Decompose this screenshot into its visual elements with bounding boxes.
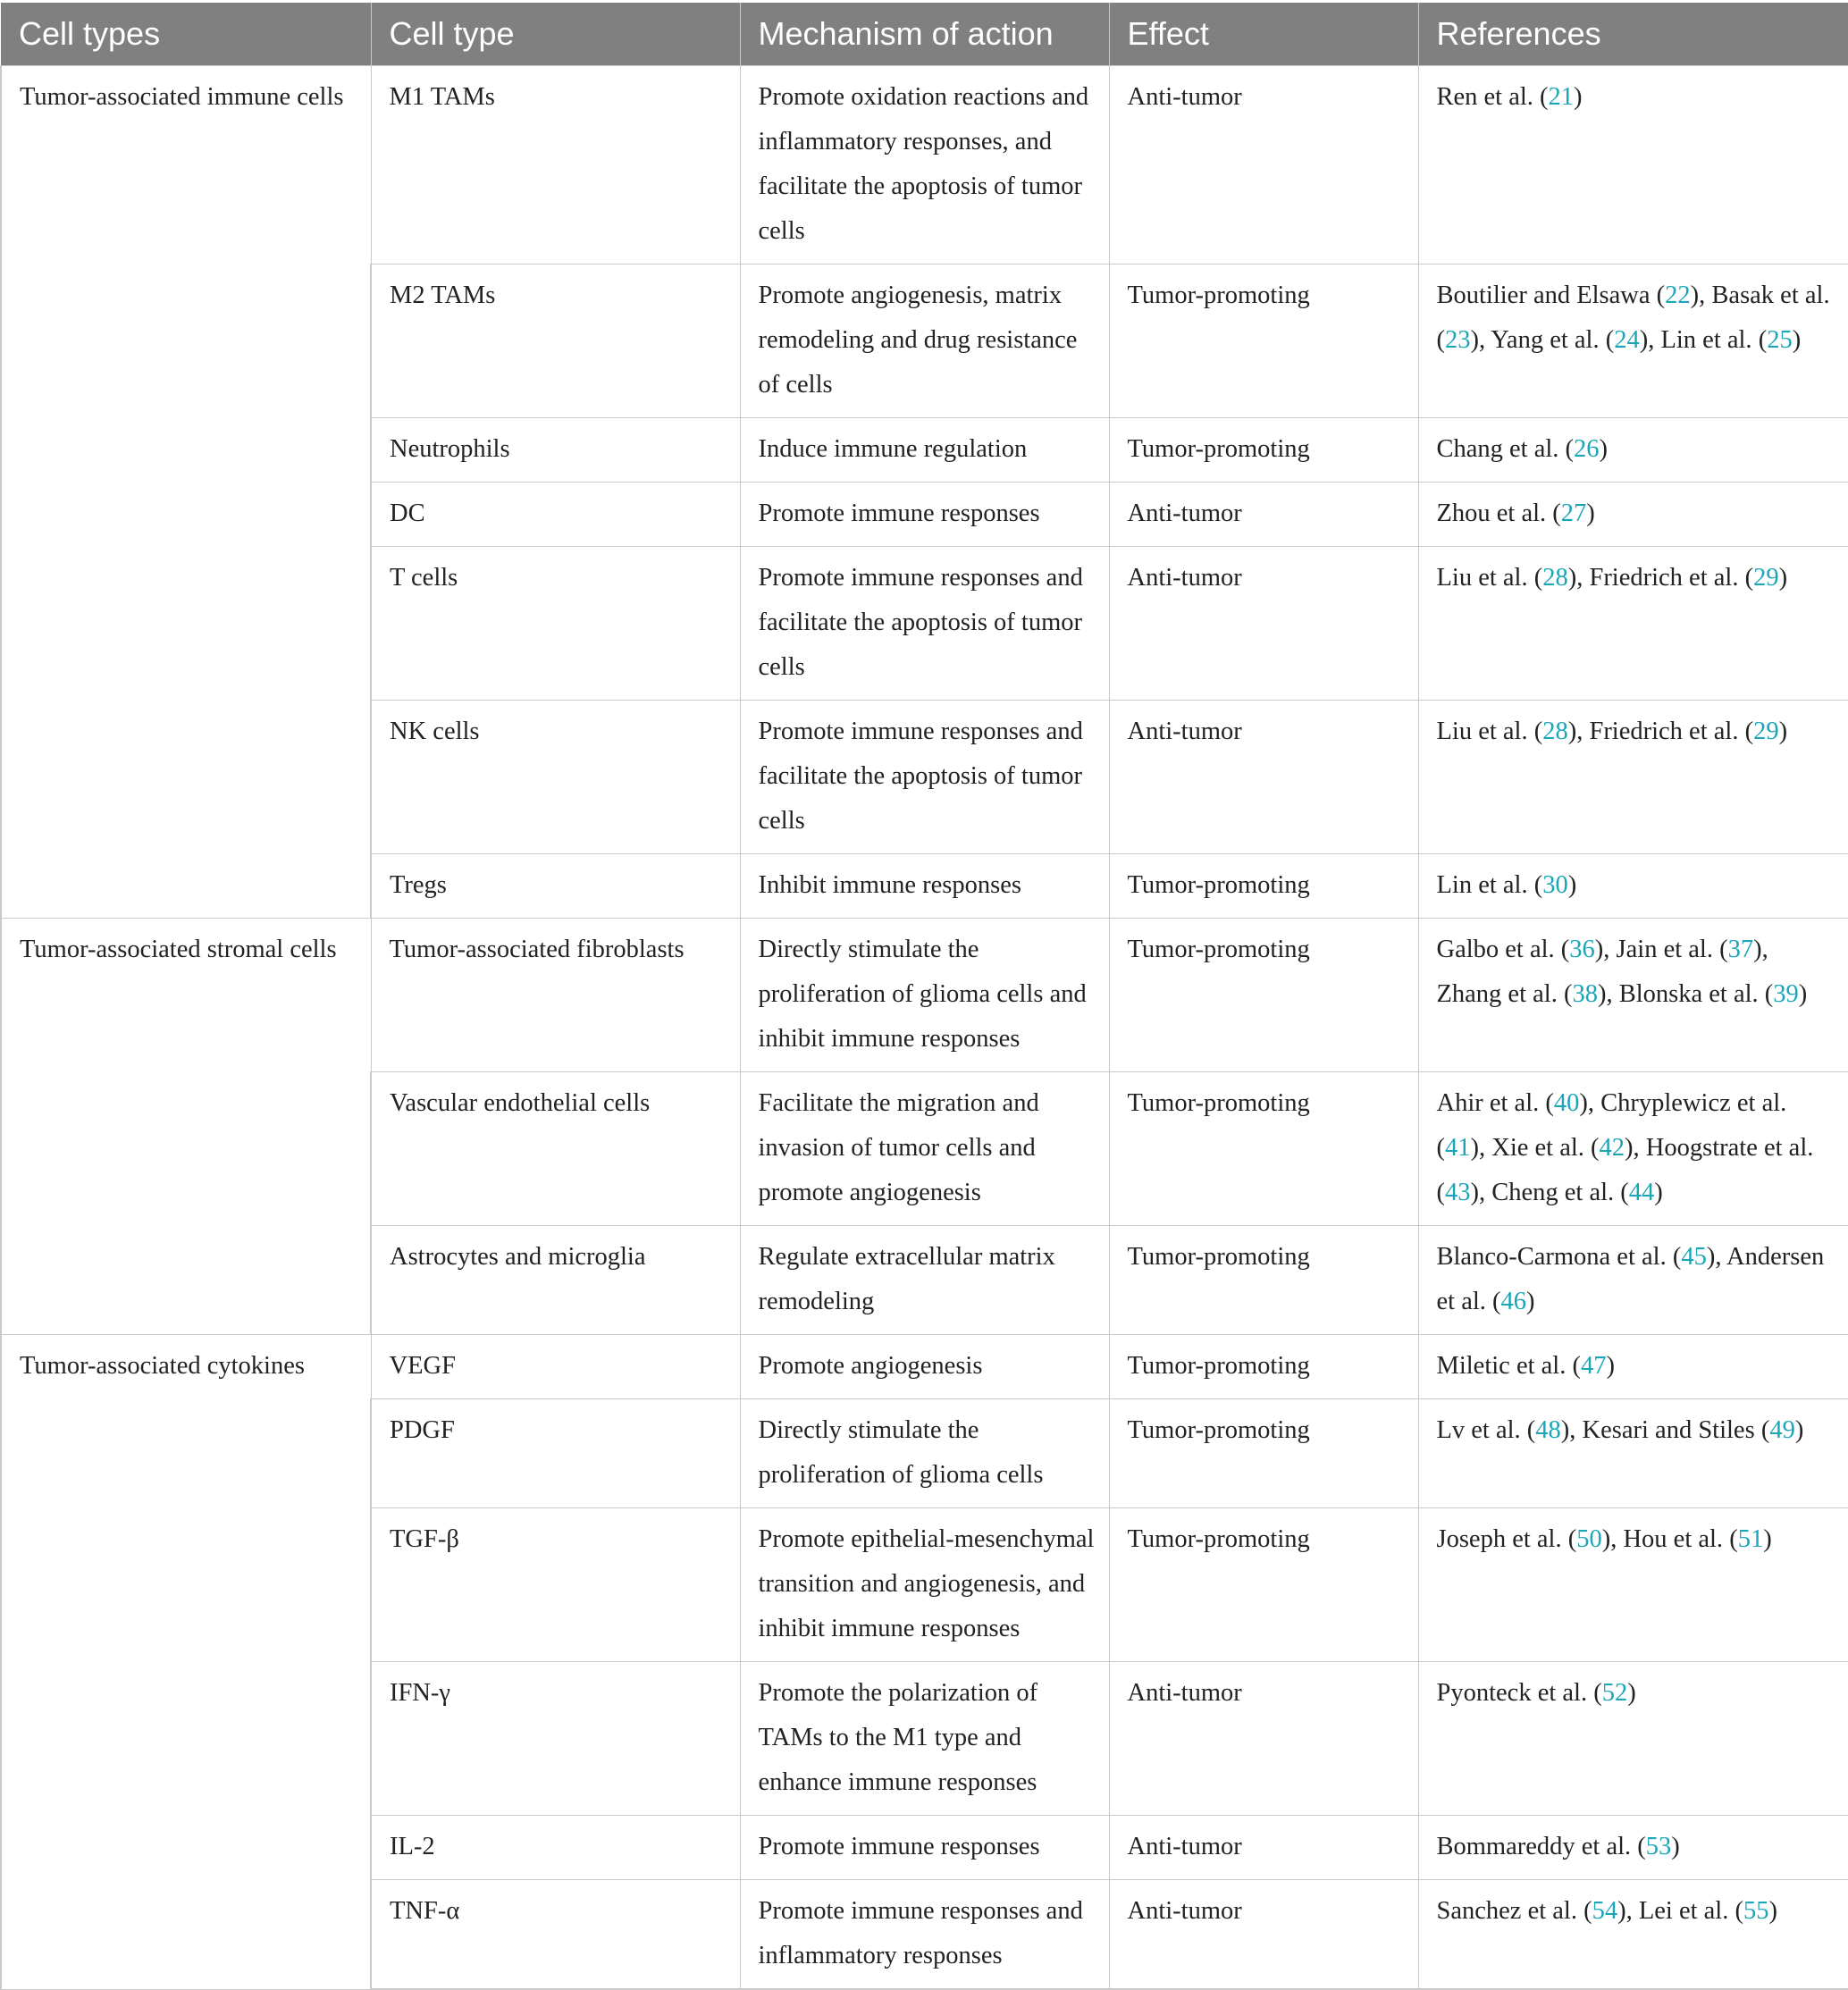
cell-type-cell: Neutrophils — [371, 418, 740, 483]
references-cell: Boutilier and Elsawa (22), Basak et al. (23), Yang et al. (24), Lin et al. (25) — [1418, 264, 1848, 418]
cell-type-cell: Tregs — [371, 854, 740, 919]
mechanism-cell: Promote epithelial-mesenchymal transition and angiogenesis, and inhibit immune responses — [740, 1508, 1109, 1662]
mechanism-cell: Regulate extracellular matrix remodeling — [740, 1226, 1109, 1335]
effect-cell: Tumor-promoting — [1109, 1399, 1418, 1508]
reference-author: Lei et al. — [1638, 1897, 1729, 1925]
references-cell: Blanco-Carmona et al. (45), Andersen et al. (46) — [1418, 1226, 1848, 1335]
references-cell: Ahir et al. (40), Chryplewicz et al. (41), Xie et al. (42), Hoogstrate et al. (43), Cheng et al. (44) — [1418, 1072, 1848, 1226]
reference-link[interactable]: 52 — [1601, 1679, 1628, 1707]
table-row — [1, 919, 1848, 1072]
reference-link[interactable]: 39 — [1773, 980, 1799, 1008]
cell-type-cell: NK cells — [371, 701, 740, 854]
reference-author: Friedrich et al. — [1589, 718, 1739, 745]
mechanism-cell: Promote immune responses and facilitate the apoptosis of tumor cells — [740, 701, 1109, 854]
reference-link[interactable]: 28 — [1542, 718, 1568, 745]
reference-author: Zhang et al. — [1436, 980, 1558, 1008]
reference-author: Bommareddy et al. — [1436, 1833, 1632, 1860]
mechanism-cell: Promote angiogenesis — [740, 1335, 1109, 1399]
reference-link[interactable]: 28 — [1542, 564, 1568, 592]
cell-types-table — [0, 3, 1848, 1990]
mechanism-cell: Promote immune responses — [740, 483, 1109, 547]
reference-author: Blonska et al. — [1618, 980, 1759, 1008]
references-cell: Ren et al. (21) — [1418, 66, 1848, 264]
reference-link[interactable]: 41 — [1445, 1134, 1471, 1162]
effect-cell: Anti-tumor — [1109, 66, 1418, 264]
references-cell: Miletic et al. (47) — [1418, 1335, 1848, 1399]
reference-link[interactable]: 53 — [1645, 1833, 1672, 1860]
mechanism-cell: Facilitate the migration and invasion of tumor cells and promote angiogenesis — [740, 1072, 1109, 1226]
cell-type-cell: DC — [371, 483, 740, 547]
header-mechanism: Mechanism of action — [740, 3, 1109, 66]
mechanism-cell: Inhibit immune responses — [740, 854, 1109, 919]
reference-link[interactable]: 38 — [1572, 980, 1598, 1008]
header-cell-type: Cell type — [371, 3, 740, 66]
references-cell: Chang et al. (26) — [1418, 418, 1848, 483]
reference-author: Ahir et al. — [1436, 1089, 1540, 1117]
reference-link[interactable]: 55 — [1743, 1897, 1769, 1925]
cell-type-cell: Vascular endothelial cells — [371, 1072, 740, 1226]
table-row — [1, 66, 1848, 264]
reference-link[interactable]: 43 — [1445, 1179, 1471, 1206]
reference-author: Lin et al. — [1660, 326, 1752, 354]
references-cell: Liu et al. (28), Friedrich et al. (29) — [1418, 701, 1848, 854]
reference-author: Lv et al. — [1436, 1416, 1521, 1444]
mechanism-cell: Directly stimulate the proliferation of glioma cells and inhibit immune responses — [740, 919, 1109, 1072]
reference-link[interactable]: 29 — [1753, 718, 1779, 745]
reference-link[interactable]: 40 — [1553, 1089, 1580, 1117]
reference-author: Lin et al. — [1436, 871, 1528, 899]
reference-link[interactable]: 54 — [1592, 1897, 1618, 1925]
reference-link[interactable]: 50 — [1576, 1525, 1602, 1553]
reference-link[interactable]: 45 — [1681, 1243, 1707, 1271]
reference-author: Ren et al. — [1436, 83, 1533, 111]
reference-link[interactable]: 23 — [1445, 326, 1471, 354]
header-references: References — [1418, 3, 1848, 66]
cell-type-cell: Tumor-associated fibroblasts — [371, 919, 740, 1072]
references-cell: Lv et al. (48), Kesari and Stiles (49) — [1418, 1399, 1848, 1508]
cell-type-cell: TNF-α — [371, 1880, 740, 1990]
reference-author: Pyonteck et al. — [1436, 1679, 1588, 1707]
references-cell: Lin et al. (30) — [1418, 854, 1848, 919]
group-label-cell: Tumor-associated stromal cells — [1, 919, 371, 1335]
reference-link[interactable]: 21 — [1548, 83, 1575, 111]
table-header-row — [1, 3, 1848, 66]
cell-type-cell: M1 TAMs — [371, 66, 740, 264]
references-cell: Pyonteck et al. (52) — [1418, 1662, 1848, 1816]
reference-author: Joseph et al. — [1436, 1525, 1562, 1553]
table-body — [1, 66, 1848, 1990]
effect-cell: Tumor-promoting — [1109, 264, 1418, 418]
reference-link[interactable]: 36 — [1569, 936, 1595, 963]
reference-author: Liu et al. — [1436, 718, 1528, 745]
reference-link[interactable]: 29 — [1753, 564, 1779, 592]
references-cell: Zhou et al. (27) — [1418, 483, 1848, 547]
reference-link[interactable]: 25 — [1767, 326, 1793, 354]
reference-link[interactable]: 48 — [1535, 1416, 1561, 1444]
reference-link[interactable]: 51 — [1737, 1525, 1764, 1553]
cell-type-cell: T cells — [371, 547, 740, 701]
cell-type-cell: IL-2 — [371, 1816, 740, 1880]
reference-author: Cheng et al. — [1491, 1179, 1615, 1206]
reference-author: Boutilier and Elsawa — [1436, 281, 1651, 309]
reference-author: Yang et al. — [1491, 326, 1600, 354]
reference-link[interactable]: 27 — [1560, 500, 1587, 527]
mechanism-cell: Promote oxidation reactions and inflammatory responses, and facilitate the apoptosis of tumor cells — [740, 66, 1109, 264]
mechanism-cell: Directly stimulate the proliferation of glioma cells — [740, 1399, 1109, 1508]
header-cell-types: Cell types — [1, 3, 371, 66]
mechanism-cell: Promote immune responses and inflammatory responses — [740, 1880, 1109, 1990]
cell-type-cell: Astrocytes and microglia — [371, 1226, 740, 1335]
reference-author: Friedrich et al. — [1589, 564, 1739, 592]
reference-author: Galbo et al. — [1436, 936, 1555, 963]
effect-cell: Tumor-promoting — [1109, 1072, 1418, 1226]
references-cell: Joseph et al. (50), Hou et al. (51) — [1418, 1508, 1848, 1662]
mechanism-cell: Promote immune responses — [740, 1816, 1109, 1880]
effect-cell: Tumor-promoting — [1109, 1508, 1418, 1662]
cell-type-cell: IFN-γ — [371, 1662, 740, 1816]
references-cell: Sanchez et al. (54), Lei et al. (55) — [1418, 1880, 1848, 1990]
effect-cell: Tumor-promoting — [1109, 919, 1418, 1072]
reference-author: Hoogstrate et al. — [1645, 1134, 1814, 1162]
group-label-cell: Tumor-associated immune cells — [1, 66, 371, 919]
header-effect: Effect — [1109, 3, 1418, 66]
reference-author: Miletic et al. — [1436, 1352, 1567, 1380]
reference-link[interactable]: 49 — [1769, 1416, 1795, 1444]
effect-cell: Anti-tumor — [1109, 547, 1418, 701]
effect-cell: Tumor-promoting — [1109, 418, 1418, 483]
reference-author: Xie et al. — [1491, 1134, 1584, 1162]
effect-cell: Tumor-promoting — [1109, 1335, 1418, 1399]
reference-link[interactable]: 26 — [1574, 435, 1600, 463]
effect-cell: Tumor-promoting — [1109, 1226, 1418, 1335]
cell-type-cell: PDGF — [371, 1399, 740, 1508]
reference-author: Kesari and Stiles — [1582, 1416, 1755, 1444]
effect-cell: Anti-tumor — [1109, 1816, 1418, 1880]
reference-author: Jain et al. — [1616, 936, 1713, 963]
cell-type-cell: M2 TAMs — [371, 264, 740, 418]
effect-cell: Tumor-promoting — [1109, 854, 1418, 919]
reference-author: Liu et al. — [1436, 564, 1528, 592]
references-cell: Bommareddy et al. (53) — [1418, 1816, 1848, 1880]
reference-author: Andersen et al. — [1436, 1243, 1825, 1315]
table-row — [1, 1335, 1848, 1399]
reference-link[interactable]: 24 — [1614, 326, 1640, 354]
reference-link[interactable]: 22 — [1665, 281, 1691, 309]
effect-cell: Anti-tumor — [1109, 701, 1418, 854]
mechanism-cell: Promote angiogenesis, matrix remodeling and drug resistance of cells — [740, 264, 1109, 418]
reference-link[interactable]: 30 — [1542, 871, 1568, 899]
effect-cell: Anti-tumor — [1109, 1880, 1418, 1990]
effect-cell: Anti-tumor — [1109, 1662, 1418, 1816]
reference-author: Hou et al. — [1623, 1525, 1724, 1553]
cell-type-cell: TGF-β — [371, 1508, 740, 1662]
cell-type-cell: VEGF — [371, 1335, 740, 1399]
reference-author: Sanchez et al. — [1436, 1897, 1577, 1925]
reference-author: Blanco-Carmona et al. — [1436, 1243, 1667, 1271]
effect-cell: Anti-tumor — [1109, 483, 1418, 547]
mechanism-cell: Promote immune responses and facilitate the apoptosis of tumor cells — [740, 547, 1109, 701]
reference-link[interactable]: 37 — [1727, 936, 1754, 963]
reference-link[interactable]: 46 — [1500, 1288, 1527, 1315]
reference-link[interactable]: 47 — [1580, 1352, 1607, 1380]
reference-author: Chryplewicz et al. — [1600, 1089, 1787, 1117]
references-cell: Liu et al. (28), Friedrich et al. (29) — [1418, 547, 1848, 701]
reference-link[interactable]: 42 — [1599, 1134, 1625, 1162]
reference-link[interactable]: 44 — [1628, 1179, 1655, 1206]
references-cell: Galbo et al. (36), Jain et al. (37), Zhang et al. (38), Blonska et al. (39) — [1418, 919, 1848, 1072]
reference-author: Zhou et al. — [1436, 500, 1547, 527]
reference-author: Basak et al. — [1711, 281, 1830, 309]
reference-author: Chang et al. — [1436, 435, 1559, 463]
group-label-cell: Tumor-associated cytokines — [1, 1335, 371, 1990]
mechanism-cell: Promote the polarization of TAMs to the M1 type and enhance immune responses — [740, 1662, 1109, 1816]
mechanism-cell: Induce immune regulation — [740, 418, 1109, 483]
